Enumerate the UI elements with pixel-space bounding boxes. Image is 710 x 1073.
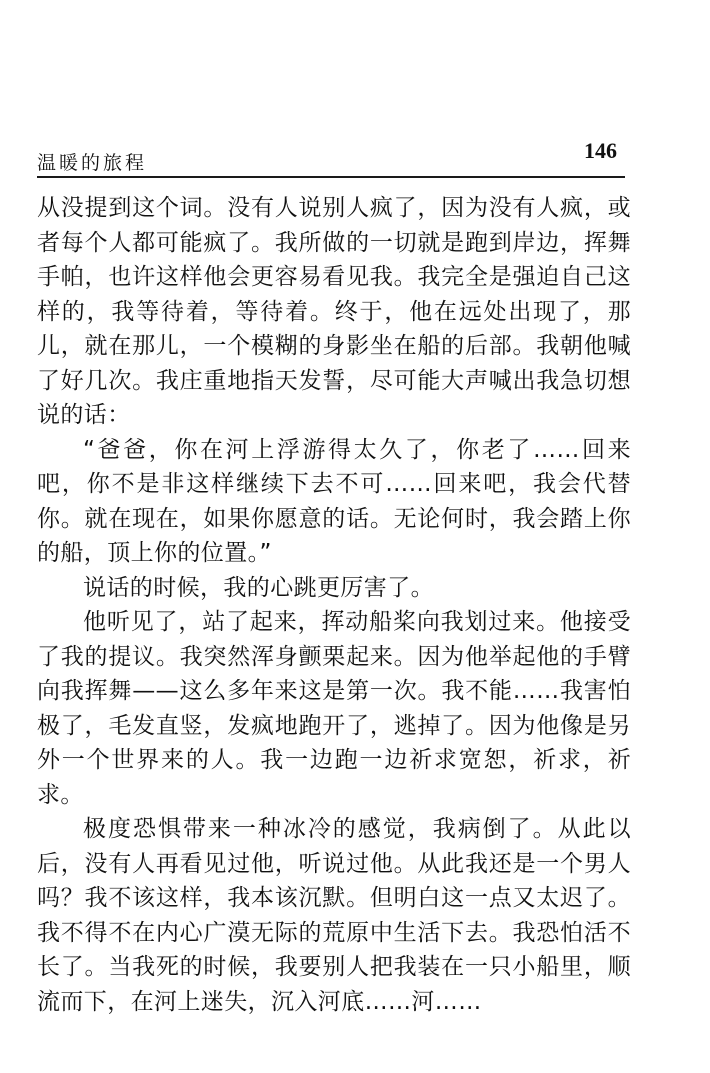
running-header xyxy=(37,136,623,176)
body-text xyxy=(37,191,631,1019)
paragraph: 极度恐惧带来一种冰冷的感觉，我病倒了。从此以后，没有人再看见过他，听说过他。从此我还是一个男人吗？我不该这样，我本该沉默。但明白这一点又太迟了。我不得不在内心广漠无际的荒原中生活下去。我恐怕活不长了。当我死的时候，我要别人把我装在一只小船里，顺流而下，在河上迷失，沉入河底……河…… xyxy=(37,816,631,1015)
paragraph: 说话的时候，我的心跳更厉害了。 xyxy=(83,574,434,601)
paragraph: “爸爸，你在河上浮游得太久了，你老了……回来吧，你不是非这样继续下去不可……回来吧，我会代替你。就在现在，如果你愿意的话。无论何时，我会踏上你的船，顶上你的位置。” xyxy=(37,436,631,566)
header-rule xyxy=(37,176,625,178)
paragraph: 从没提到这个词。没有人说别人疯了，因为没有人疯，或者每个人都可能疯了。我所做的一切就是跑到岸边，挥舞手帕，也许这样他会更容易看见我。我完全是强迫自己这样的，我等待着，等待着。终于，他在远处出现了，那儿，就在那儿，一个模糊的身影坐在船的后部。我朝他喊了好几次。我庄重地指天发誓，尽可能大声喊出我急切想说的话： xyxy=(37,195,631,428)
paragraph: 他听见了，站了起来，挥动船桨向我划过来。他接受了我的提议。我突然浑身颤栗起来。因为他举起他的手臂向我挥舞——这么多年来这是第一次。我不能……我害怕极了，毛发直竖，发疯地跑开了，逃掉了。因为他像是另外一个世界来的人。我一边跑一边祈求宽恕，祈求，祈求。 xyxy=(37,609,631,808)
book-title: 温暖的旅程 xyxy=(37,152,148,174)
page-number: 146 xyxy=(584,138,617,163)
